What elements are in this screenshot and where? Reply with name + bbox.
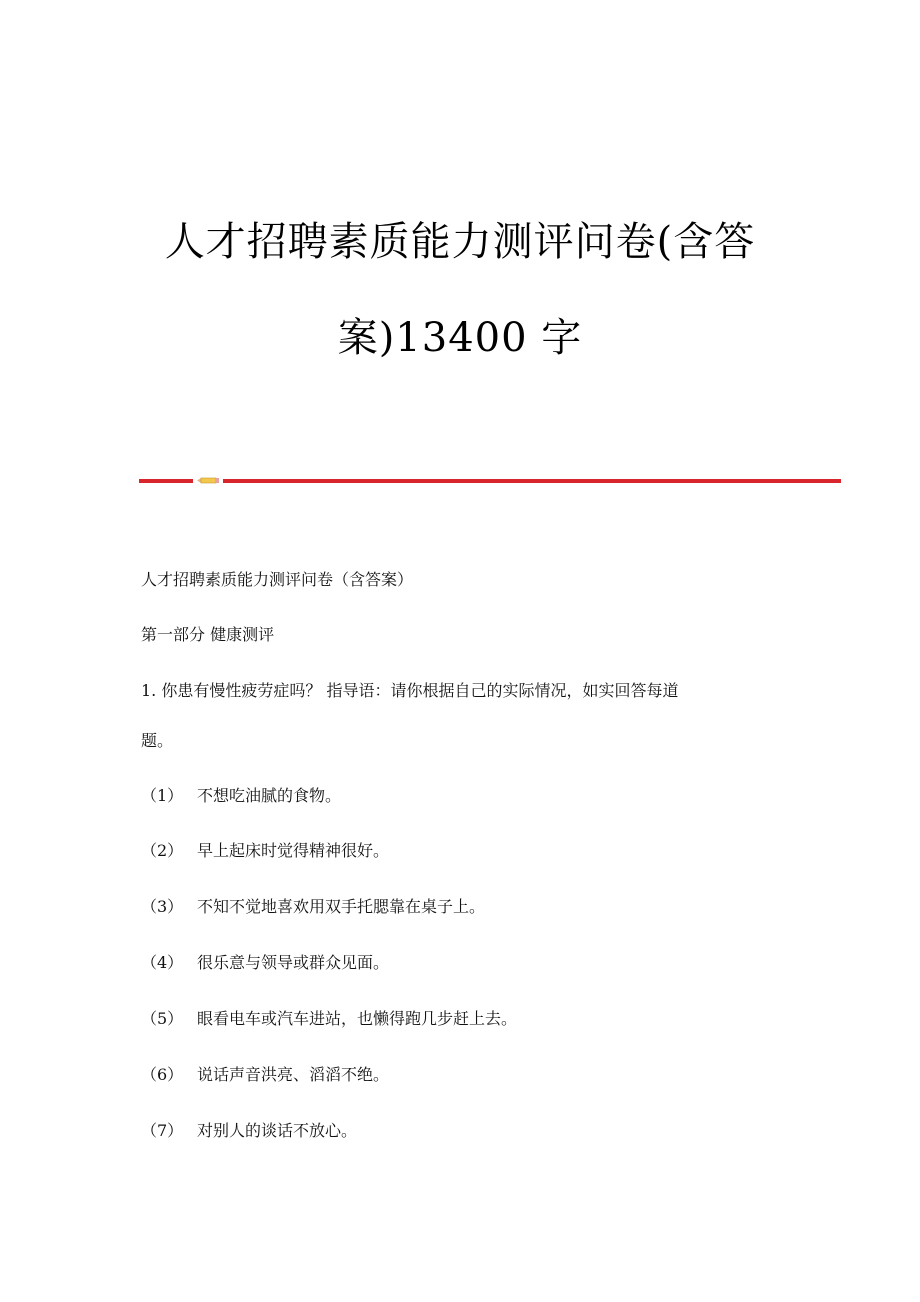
pencil-icon <box>197 477 219 484</box>
question-1-text-continued: 题。 <box>141 731 174 750</box>
document-title-line-2: 案)13400 字 <box>337 315 583 361</box>
option-number: （5） <box>141 1009 184 1028</box>
question-1-text: 1. 你患有慢性疲劳症吗？ 指导语：请你根据自己的实际情况，如实回答每道 <box>141 681 679 700</box>
option-item <box>141 1011 517 1027</box>
option-text: 不知不觉地喜欢用双手托腮靠在桌子上。 <box>197 897 486 916</box>
document-subtitle: 人才招聘素质能力测评问卷（含答案） <box>141 570 414 589</box>
option-item <box>141 955 389 971</box>
option-number: （4） <box>141 953 184 972</box>
option-number: （6） <box>141 1065 184 1084</box>
option-item <box>141 788 341 804</box>
option-text: 眼看电车或汽车进站，也懒得跑几步赶上去。 <box>197 1009 518 1028</box>
divider-bar-right <box>223 479 841 483</box>
option-text: 很乐意与领导或群众见面。 <box>197 953 390 972</box>
option-item <box>141 899 485 915</box>
option-text: 早上起床时觉得精神很好。 <box>197 841 390 860</box>
divider-bar-left <box>139 479 193 483</box>
option-item <box>141 1067 389 1083</box>
document-title-line-1: 人才招聘素质能力测评问卷(含答 <box>164 219 756 265</box>
option-text: 说话声音洪亮、滔滔不绝。 <box>197 1065 390 1084</box>
option-text: 不想吃油腻的食物。 <box>197 786 342 805</box>
option-item <box>141 1123 357 1139</box>
option-number: （2） <box>141 841 184 860</box>
title-divider <box>139 476 841 484</box>
option-number: （3） <box>141 897 184 916</box>
option-item <box>141 843 389 859</box>
option-number: （1） <box>141 786 184 805</box>
option-text: 对别人的谈话不放心。 <box>197 1121 358 1140</box>
option-number: （7） <box>141 1121 184 1140</box>
section-heading: 第一部分 健康测评 <box>141 625 275 644</box>
